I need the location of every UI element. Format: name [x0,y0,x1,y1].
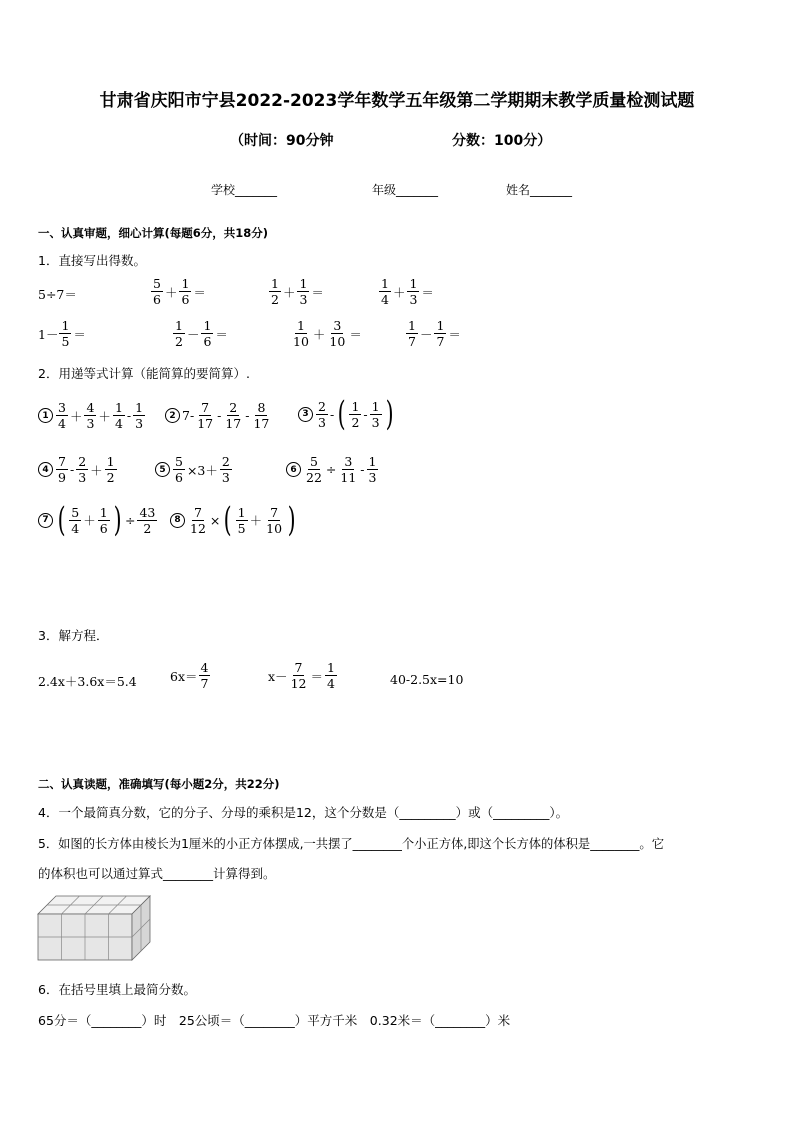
circled-number: 7 [38,513,53,528]
q1-item-2: $\frac{5}{6}$ ＋ $\frac{1}{6}$ ＝ [153,276,206,307]
q1-item-1-text: 5÷7＝ [38,287,77,302]
fraction: $\frac{1}{2}$ [271,276,279,307]
q3-eq-1 [38,672,137,690]
q3-label: 3．解方程． [38,628,109,643]
name-field: 姓名_______ [506,183,573,197]
q2-item-1: 1 $\frac{3}{4}$ ＋ $\frac{4}{3}$ ＋ $\frac{1}{4}$ - $\frac{1}{3}$ [38,400,146,431]
q1-item-4: $\frac{1}{4}$ ＋ $\frac{1}{3}$ ＝ [381,276,434,307]
q2-item-8: 8 $\frac{7}{12}$ × ( $\frac{1}{5}$ ＋ $\frac{7}{10}$ ) [170,503,298,537]
q2-label: 2．用递等式计算（能简算的要简算）. [38,366,250,381]
q1-label: 1．直接写出得数。 [38,253,146,268]
q1-item-6: $\frac{1}{2}$ － $\frac{1}{6}$ ＝ [175,318,228,349]
school-field: 学校_______ [211,183,278,197]
q2-item-5: 5 $\frac{5}{6}$ ×3＋ $\frac{2}{3}$ [155,454,233,485]
q3-eq-4 [390,672,463,687]
q2-item-3: 3 $\frac{2}{3}$ - ( $\frac{1}{2}$ - $\frac{1}{3}$ ) [298,397,396,431]
fraction: $\frac{1}{5}$ [61,318,70,349]
fraction: $\frac{1}{6}$ [181,276,190,307]
circled-number: 6 [286,462,301,477]
fraction: $\frac{1}{7}$ [436,318,445,349]
exam-title: 甘肃省庆阳市宁县2022-2023学年数学五年级第二学期期末教学质量检测试题 [99,91,695,111]
q5-text-line2: 的体积也可以通过算式________计算得到。 [38,866,276,881]
circled-number: 4 [38,462,53,477]
q2-item-7: 7 ( $\frac{5}{4}$ ＋ $\frac{1}{6}$ ) ÷ $\frac{43}{2}$ [38,503,158,537]
circled-number: 1 [38,408,53,423]
q5-text-line1: 5．如图的长方体由棱长为1厘米的小正方体摆成,一共摆了________个小正方体,即这个长方体的体积是________。它 [38,837,665,851]
q3-eq-3: x－ $\frac{7}{12}$ ＝ $\frac{1}{4}$ [268,660,335,691]
cuboid-figure [36,892,154,964]
fraction: $\frac{1}{3}$ [409,276,418,307]
q3-eq-2: 6x＝ $\frac{4}{7}$ [170,660,209,691]
fraction: $\frac{1}{3}$ [299,276,308,307]
q2-item-6: 6 $\frac{5}{22}$ ÷ $\frac{3}{11}$ - $\frac{1}{3}$ [286,454,379,485]
fraction: $\frac{1}{4}$ [381,276,389,307]
score-label: 分数：100分） [452,133,552,149]
q3-eq-4-text: 40-2.5x=10 [390,672,464,687]
fraction: $\frac{3}{10}$ [329,318,346,349]
time-label: （时间：90分钟 [230,133,334,149]
q2-item-2: 2 7- $\frac{7}{17}$ - $\frac{2}{17}$ - $\frac{8}{17}$ [165,400,272,431]
fraction: $\frac{1}{6}$ [203,318,212,349]
q6-label: 6．在括号里填上最简分数。 [38,982,196,997]
q1-item-8: $\frac{1}{7}$ － $\frac{1}{7}$ ＝ [408,318,461,349]
section2-heading: 二、认真读题，准确填写(每小题2分，共22分) [38,777,280,791]
q1-item-1 [38,285,77,303]
q1-item-5: 1－ $\frac{1}{5}$ ＝ [38,318,86,349]
circled-number: 3 [298,407,313,422]
circled-number: 5 [155,462,170,477]
circled-number: 8 [170,513,185,528]
circled-number: 2 [165,408,180,423]
fraction: $\frac{1}{10}$ [293,318,309,349]
fraction: $\frac{1}{7}$ [408,318,416,349]
fraction: $\frac{1}{2}$ [175,318,183,349]
q3-eq-1-text: 2.4x＋3.6x＝5.4 [38,674,137,689]
q2-item-4: 4 $\frac{7}{9}$ - $\frac{2}{3}$ ＋ $\frac{1}{2}$ [38,454,118,485]
q4-text: 4．一个最简真分数，它的分子、分母的乘积是12，这个分数是（_________）或（_________）。 [38,805,569,820]
section1-heading: 一、认真审题，细心计算(每题6分，共18分) [38,226,269,240]
q1-item-3: $\frac{1}{2}$ ＋ $\frac{1}{3}$ ＝ [271,276,324,307]
grade-field: 年级_______ [372,183,439,197]
q1-item-7: $\frac{1}{10}$ ＋ $\frac{3}{10}$ ＝ [293,318,362,349]
q6-line: 65分＝（________）时 25公顷＝（________）平方千米 0.32米＝（________）米 [38,1013,511,1028]
fraction: $\frac{5}{6}$ [153,276,161,307]
